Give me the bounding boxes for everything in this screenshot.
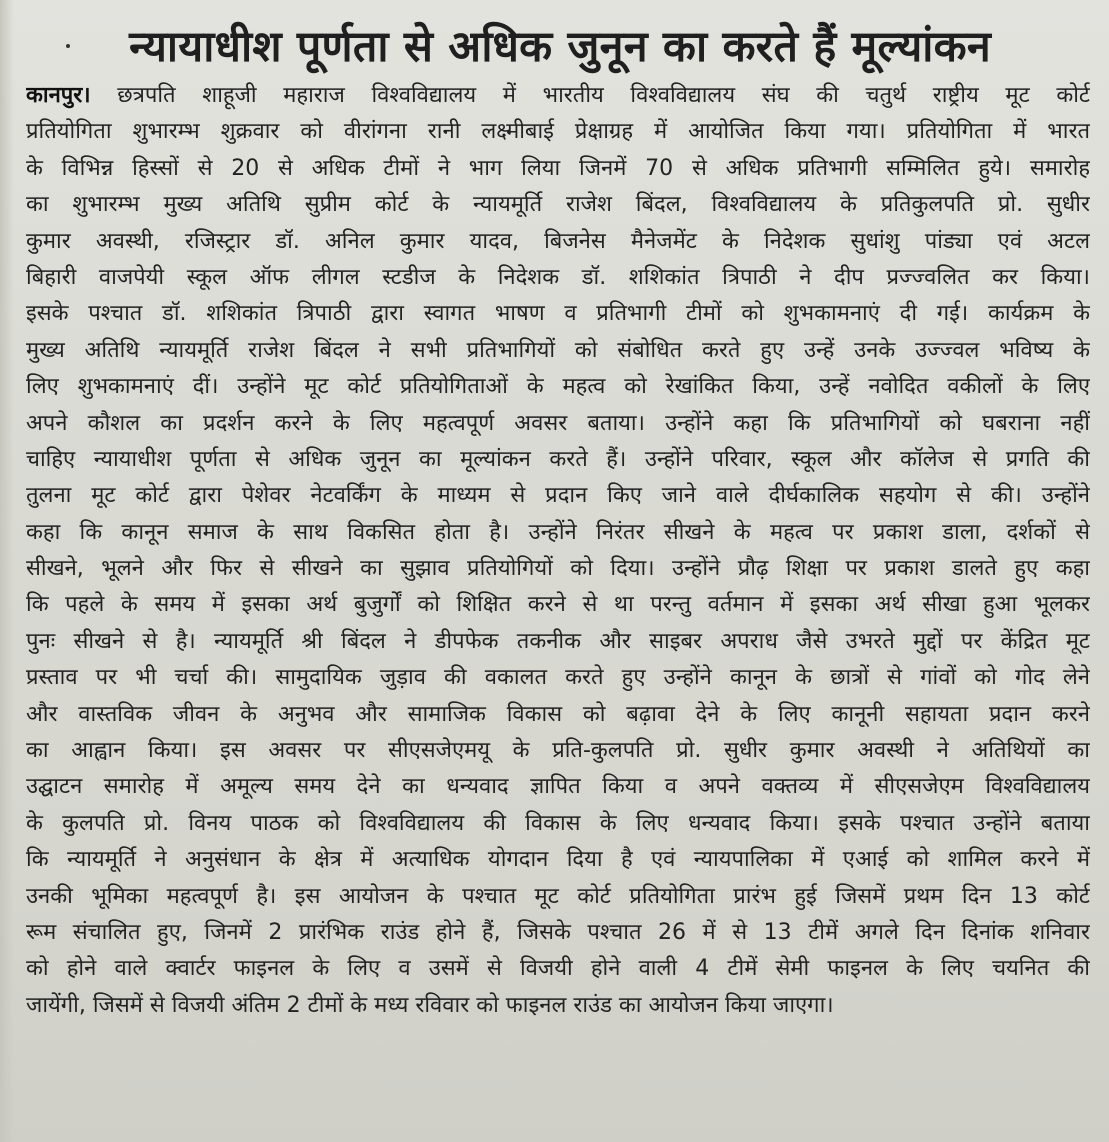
article-line-15: कि पहले के समय में इसका अर्थ बुजुर्गों को शिक्षित करने से था परन्तु वर्तमान में इसका अर्थ सीखा हुआ भूलकर xyxy=(26,592,1090,618)
article-line-13: कहा कि कानून समाज के साथ विकसित होता है। उन्होंने निरंतर सीखने के महत्व पर प्रकाश डाला, दर्शकों से xyxy=(26,519,1090,545)
article-line-17: प्रस्ताव पर भी चर्चा की। सामुदायिक जुड़ाव की वकालत करते हुए उन्होंने कानून के छात्रों से गांवों को गोद लेने xyxy=(26,665,1090,691)
article-line-4: का शुभारम्भ मुख्य अतिथि सुप्रीम कोर्ट के न्यायमूर्ति राजेश बिंदल, विश्वविद्यालय के प्रतिकुलपति प्रो. सुधीर xyxy=(26,192,1090,218)
article-line-6: बिहारी वाजपेयी स्कूल ऑफ लीगल स्टडीज के निदेशक डॉ. शशिकांत त्रिपाठी ने दीप प्रज्ज्वलित कर किया। xyxy=(26,264,1090,290)
article-line-25: को होने वाले क्वार्टर फाइनल के लिए व उसमें से विजयी होने वाली 4 टीमें सेमी फाइनल के लिए चयनित की xyxy=(26,956,1090,982)
article-line-23: उनकी भूमिका महत्वपूर्ण है। इस आयोजन के पश्चात मूट कोर्ट प्रतियोगिता प्रारंभ हुई जिसमें प्रथम दिन 13 कोर्ट xyxy=(26,883,1090,909)
page-edge-shadow xyxy=(0,0,14,1142)
article-line-11: चाहिए न्यायाधीश पूर्णता से अधिक जुनून का मूल्यांकन करते हैं। उन्होंने परिवार, स्कूल और कॉलेज से प्रगति की xyxy=(26,446,1090,472)
article-line-21: के कुलपति प्रो. विनय पाठक को विश्वविद्यालय की विकास के लिए धन्यवाद किया। इसके पश्चात उन्होंने बताया xyxy=(26,810,1090,836)
article-line-12: तुलना मूट कोर्ट द्वारा पेशेवर नेटवर्किंग के माध्यम से प्रदान किए जाने वाले दीर्घकालिक सहयोग से की। उन्होंने xyxy=(26,483,1090,509)
article-line-19: का आह्वान किया। इस अवसर पर सीएसजेएमयू के प्रति-कुलपति प्रो. सुधीर कुमार अवस्थी ने अतिथियों का xyxy=(26,738,1090,764)
article-line-26: जायेंगी, जिसमें से विजयी अंतिम 2 टीमों के मध्य रविवार को फाइनल राउंड का आयोजन किया जाएगा। xyxy=(26,992,834,1018)
article-line-18: और वास्तविक जीवन के अनुभव और सामाजिक विकास को बढ़ावा देने के लिए कानूनी सहायता प्रदान करने xyxy=(26,701,1090,727)
article-line-10: अपने कौशल का प्रदर्शन करने के लिए महत्वपूर्ण अवसर बताया। उन्होंने कहा कि प्रतिभागियों को घबराना नहीं xyxy=(26,410,1090,436)
article-line-9: लिए शुभकामनाएं दीं। उन्होंने मूट कोर्ट प्रतियोगिताओं के महत्व को रेखांकित किया, उन्हें नवोदित वकीलों के लिए xyxy=(26,374,1090,400)
article-body xyxy=(26,78,1090,1024)
article-line-14: सीखने, भूलने और फिर से सीखने का सुझाव प्रतियोगियों को दिया। उन्होंने प्रौढ़ शिक्षा पर प्रकाश डालते हुए कहा xyxy=(26,556,1090,582)
article-line-3: के विभिन्न हिस्सों से 20 से अधिक टीमों ने भाग लिया जिनमें 70 से अधिक प्रतिभागी सम्मिलित हुये। समारोह xyxy=(26,155,1090,181)
article-line-16: पुनः सीखने से है। न्यायमूर्ति श्री बिंदल ने डीपफेक तकनीक और साइबर अपराध जैसे उभरते मुद्दों पर केंद्रित मूट xyxy=(26,628,1090,654)
article-line-8: मुख्य अतिथि न्यायमूर्ति राजेश बिंदल ने सभी प्रतिभागियों को संबोधित करते हुए उन्हें उनके उज्ज्वल भविष्य के xyxy=(26,337,1090,363)
article-line-1-text: छत्रपति शाहूजी महाराज विश्वविद्यालय में भारतीय विश्वविद्यालय संघ की चतुर्थ राष्ट्रीय मूट कोर्ट xyxy=(90,83,1090,108)
dateline: कानपुर। xyxy=(26,83,91,108)
article-line-22: कि न्यायमूर्ति ने अनुसंधान के क्षेत्र में अत्याधिक योगदान दिया है एवं न्यायपालिका में एआई को शामिल करने में xyxy=(26,847,1090,873)
article-line-24: रूम संचालित हुए, जिनमें 2 प्रारंभिक राउंड होने हैं, जिसके पश्चात 26 में से 13 टीमें अगले दिन दिनांक शनिवार xyxy=(26,919,1090,945)
article-line-7: इसके पश्चात डॉ. शशिकांत त्रिपाठी द्वारा स्वागत भाषण व प्रतिभागी टीमों को शुभकामनाएं दी गई। कार्यक्रम के xyxy=(26,301,1090,327)
article-line-2: प्रतियोगिता शुभारम्भ शुक्रवार को वीरांगना रानी लक्ष्मीबाई प्रेक्षाग्रह में आयोजित किया गया। प्रतियोगिता में भारत xyxy=(26,119,1090,145)
article-line-1 xyxy=(26,78,1090,114)
article-headline: न्यायाधीश पूर्णता से अधिक जुनून का करते हैं मूल्यांकन xyxy=(129,22,991,72)
article-line-20: उद्घाटन समारोह में अमूल्य समय देने का धन्यवाद ज्ञापित किया व अपने वक्तव्य में सीएसजेएम विश्वविद्यालय xyxy=(26,774,1090,800)
article-line-5: कुमार अवस्थी, रजिस्ट्रार डॉ. अनिल कुमार यादव, बिजनेस मैनेजमेंट के निदेशक सुधांशु पांड्या एवं अटल xyxy=(26,228,1090,254)
